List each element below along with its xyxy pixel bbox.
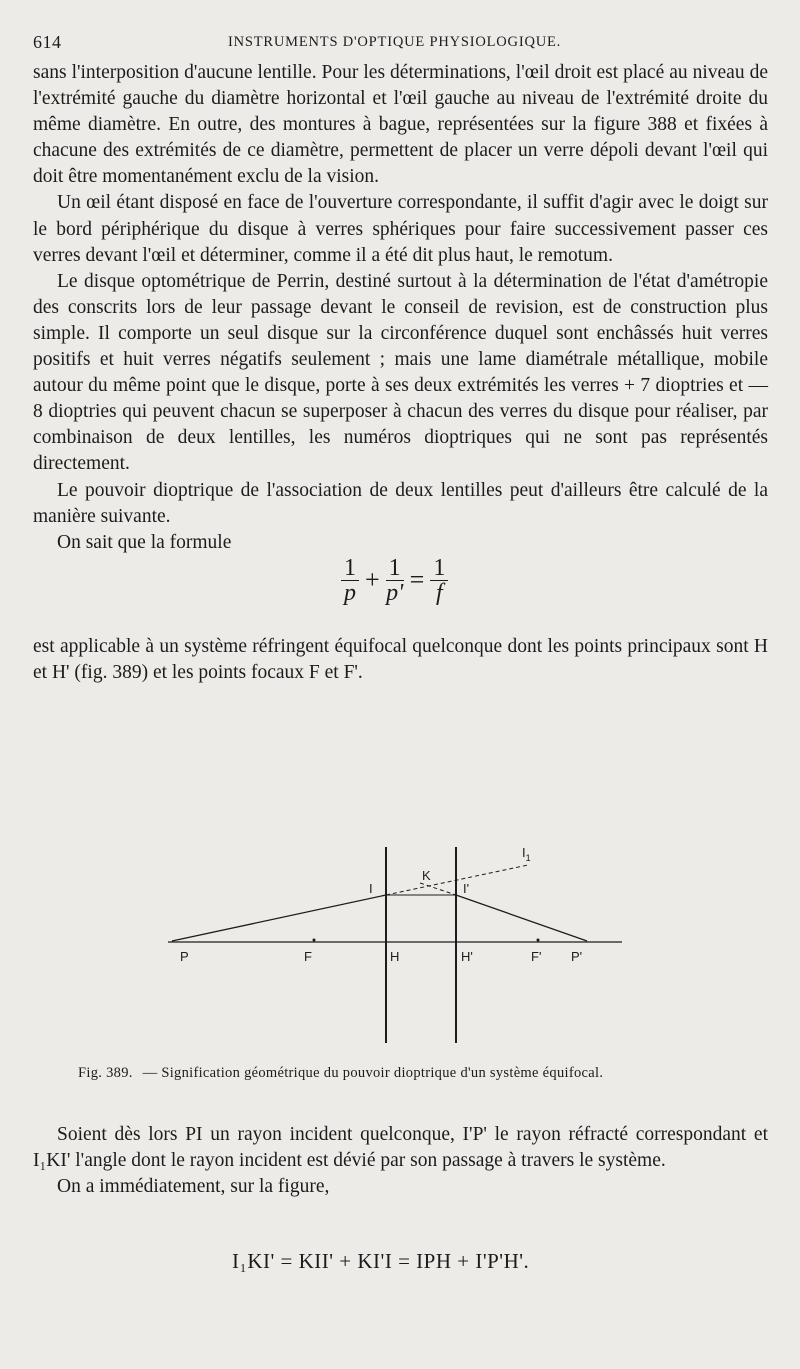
formula-intro: On sait que la formule	[57, 531, 232, 553]
paragraph: Le disque optométrique de Perrin, destiné surtout à la détermination de l'état d'amétropie des conscrits lors de leur passage devant le conseil de revision, est de construction plus simple. Il comporte un seul disque sur la circonférence duquel sont enchâssés huit verres positifs et huit verres négatifs seulement ; mais une lame diamétrale métallique, mobile autour du même point que le disque, porte à ses deux extrémités les verres + 7 dioptries et — 8 dioptries qui peuvent chacun se superposer à chacun des verres du disque pour réaliser, par combinaison de deux lentilles, les numéros dioptriques qui ne sont pas représentés directement.	[33, 270, 768, 475]
lens-formula	[341, 556, 448, 605]
figure-number: Fig. 389.	[78, 1065, 133, 1081]
angle-equation: I₁KI' = KII' + KI'I = IPH + I'P'H'.	[232, 1249, 530, 1273]
refracted-extension	[420, 883, 456, 895]
main-text-continued	[33, 1122, 768, 1200]
paragraph: On a immédiatement, sur la figure,	[57, 1176, 330, 1198]
paragraph: est applicable à un système réfringent équifocal quelconque dont les points principaux sont H et H' (fig. 389) et les points focaux F et F'.	[33, 635, 768, 683]
label-h: H	[390, 949, 400, 964]
label-f: F	[304, 949, 312, 964]
caption-text: — Signification géométrique du pouvoir dioptrique d'un système équifocal.	[142, 1065, 604, 1081]
page-number: 614	[33, 32, 62, 52]
fraction-1-f: $\frac{1}{f}$	[430, 556, 448, 605]
focus-fprime-dot	[537, 939, 540, 942]
equals-sign: =	[409, 565, 425, 595]
label-fprime: F'	[531, 949, 542, 964]
label-pprime: P'	[571, 949, 583, 964]
page-header	[33, 32, 765, 56]
formula-block	[33, 530, 768, 634]
paragraph: Un œil étant disposé en face de l'ouverture correspondante, il suffit d'agir avec le doigt sur le bord périphérique du disque à verres sphériques pour faire successivement passer ces verres devant l'œil et déterminer, comme il a été dit plus haut, le remotum.	[33, 192, 768, 266]
fraction-1-pprime: $\frac{1}{p'}$	[386, 554, 404, 606]
label-hprime: H'	[461, 949, 473, 964]
figure-389-diagram	[150, 835, 640, 1050]
label-p: P	[180, 949, 189, 964]
paragraph: Soient dès lors PI un rayon incident quelconque, I'P' le rayon réfracté correspondant et I₁KI' l'angle dont le rayon incident est dévié par son passage à travers le système.	[33, 1124, 768, 1172]
focus-f-dot	[313, 939, 316, 942]
label-iprime: I'	[463, 881, 470, 896]
label-k: K	[422, 868, 431, 883]
label-i: I	[369, 881, 373, 896]
running-title: INSTRUMENTS D'OPTIQUE PHYSIOLOGIQUE.	[228, 34, 562, 50]
plus-sign: +	[365, 565, 380, 595]
fraction-1-p: $\frac{1}{p}$	[341, 556, 359, 605]
incident-ray	[172, 895, 386, 941]
main-text	[33, 60, 768, 686]
paragraph: sans l'interposition d'aucune lentille. Pour les déterminations, l'œil droit est placé au niveau de l'extrémité gauche du diamètre horizontal et l'œil gauche au niveau de l'extrémité droite du même diamètre. En outre, des montures à bague, représentées sur la figure 388 et fixées à chacune des extrémités de ce diamètre, permettent de placer un verre dépoli devant l'œil qui doit être momentanément exclu de la vision.	[33, 62, 768, 188]
refracted-ray	[456, 895, 587, 941]
optics-diagram	[150, 835, 640, 1050]
label-i1: $I_1$	[522, 845, 531, 863]
paragraph: Le pouvoir dioptrique de l'association de deux lentilles peut d'ailleurs être calculé de la manière suivante.	[33, 479, 768, 527]
figure-caption	[78, 1065, 738, 1082]
